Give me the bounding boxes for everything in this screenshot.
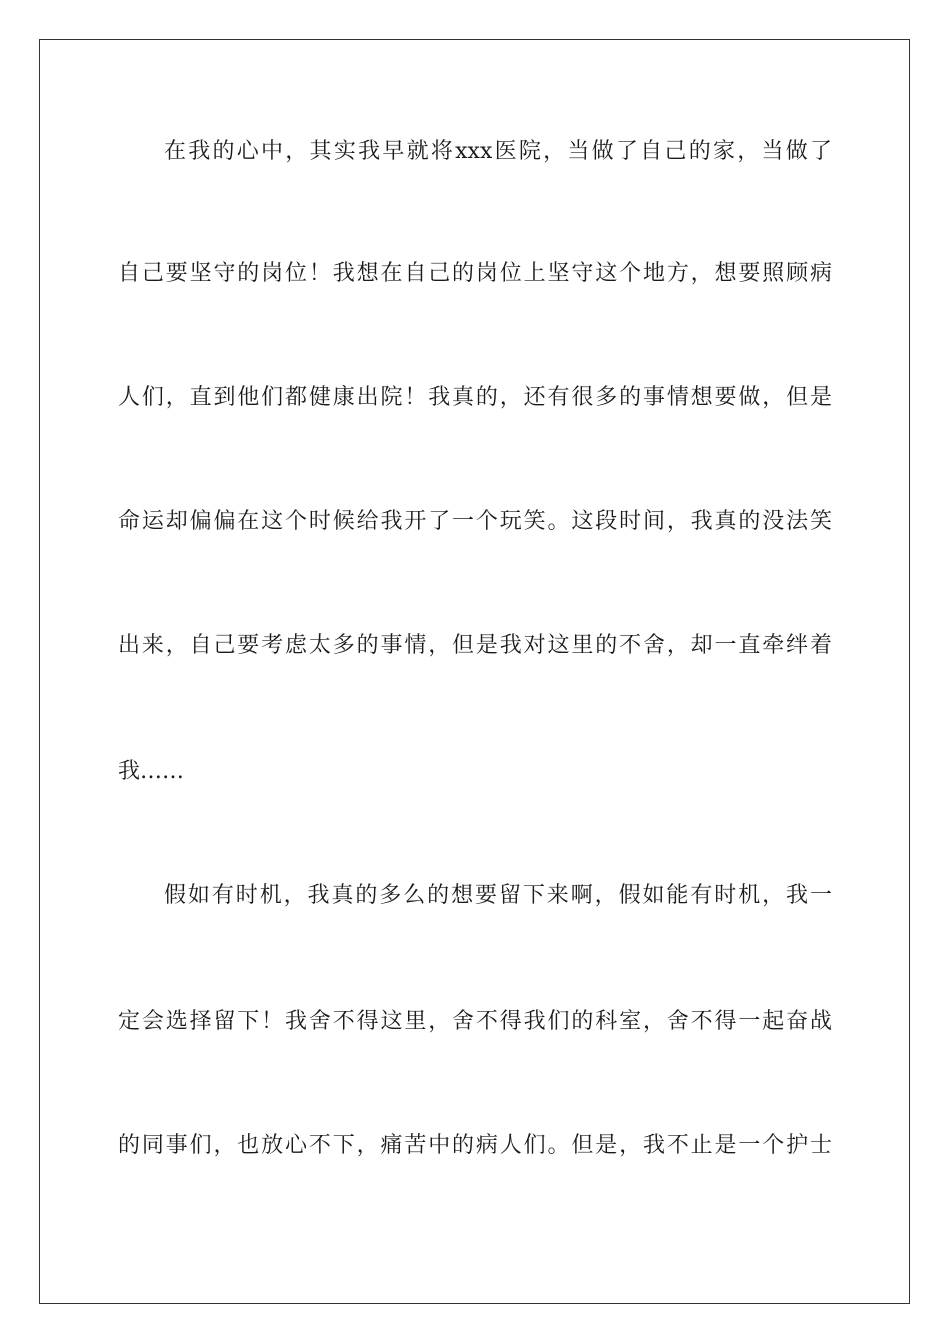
paragraph-1-line-1: 在我的心中，其实我早就将xxx医院，当做了自己的家，当做了 bbox=[164, 139, 832, 164]
paragraph-1-line-6: 我…… bbox=[118, 759, 185, 784]
paragraph-2-line-2: 定会选择留下！我舍不得这里，舍不得我们的科室，舍不得一起奋战 bbox=[118, 1009, 832, 1034]
paragraph-1-line-3: 人们，直到他们都健康出院！我真的，还有很多的事情想要做，但是 bbox=[118, 385, 832, 410]
paragraph-2-line-3: 的同事们，也放心不下，痛苦中的病人们。但是，我不止是一个护士 bbox=[118, 1133, 832, 1158]
paragraph-1-line-5: 出来，自己要考虑太多的事情，但是我对这里的不舍，却一直牵绊着 bbox=[118, 633, 832, 658]
paragraph-1-line-2: 自己要坚守的岗位！我想在自己的岗位上坚守这个地方，想要照顾病 bbox=[118, 261, 832, 286]
page-frame bbox=[39, 39, 910, 1304]
paragraph-2-line-1: 假如有时机，我真的多么的想要留下来啊，假如能有时机，我一 bbox=[164, 883, 832, 908]
paragraph-1-line-4: 命运却偏偏在这个时候给我开了一个玩笑。这段时间，我真的没法笑 bbox=[118, 509, 832, 534]
